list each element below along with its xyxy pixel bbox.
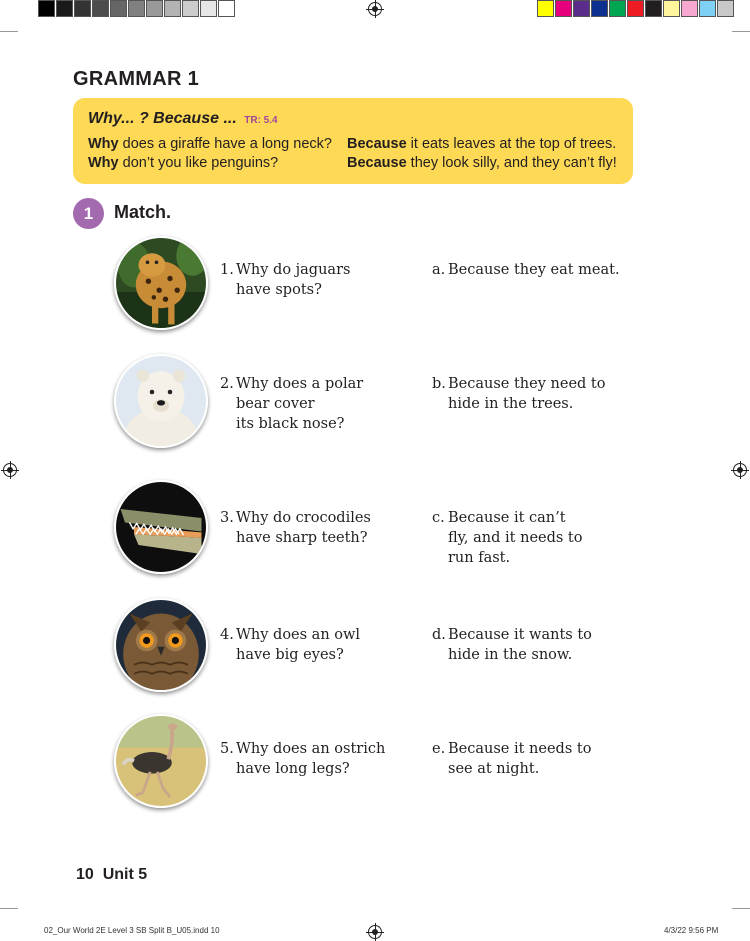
registration-mark-bottom — [368, 925, 382, 939]
answer-b: b. Because they need to hide in the trees. — [432, 376, 606, 412]
grammar-pattern: Why... ? Because ... — [88, 110, 237, 127]
exercise-number-badge: 1 — [73, 198, 104, 229]
color-swatch — [537, 0, 554, 17]
crop-mark — [732, 31, 750, 32]
color-swatch — [573, 0, 590, 17]
example-question-1: Why does a giraffe have a long neck? — [88, 136, 332, 152]
question-5: 5. Why does an ostrich have long legs? — [220, 741, 386, 777]
owl-photo — [114, 598, 208, 692]
crocodile-photo — [114, 480, 208, 574]
example-answer-1: Because it eats leaves at the top of trees. — [347, 136, 617, 152]
gray-swatch — [128, 0, 145, 17]
gray-swatch — [146, 0, 163, 17]
color-swatch — [645, 0, 662, 17]
answer-d: d. Because it wants to hide in the snow. — [432, 627, 592, 663]
grammar-box-title — [88, 110, 633, 128]
color-swatch — [627, 0, 644, 17]
grayscale-color-bar — [38, 0, 236, 17]
gray-swatch — [164, 0, 181, 17]
gray-swatch — [218, 0, 235, 17]
crop-mark — [0, 31, 18, 32]
registration-mark-left — [3, 463, 17, 477]
gray-swatch — [92, 0, 109, 17]
gray-swatch — [38, 0, 55, 17]
answer-c: c. Because it can’t fly, and it needs to run fast. — [432, 510, 583, 566]
gray-swatch — [56, 0, 73, 17]
crop-mark — [732, 908, 750, 909]
color-swatch — [663, 0, 680, 17]
ostrich-photo — [114, 714, 208, 808]
answer-a: a. Because they eat meat. — [432, 262, 620, 278]
color-swatch — [555, 0, 572, 17]
question-3: 3. Why do crocodiles have sharp teeth? — [220, 510, 371, 546]
gray-swatch — [200, 0, 217, 17]
exercise-instruction: Match. — [114, 202, 172, 222]
page-footer — [76, 866, 147, 884]
registration-mark-right — [733, 463, 747, 477]
jaguar-photo — [114, 236, 208, 330]
gray-swatch — [182, 0, 199, 17]
polar-bear-photo — [114, 354, 208, 448]
audio-track-label: TR: 5.4 — [244, 115, 278, 126]
color-swatch — [717, 0, 734, 17]
page-number: 10 — [76, 866, 94, 883]
question-4: 4. Why does an owl have big eyes? — [220, 627, 361, 663]
color-swatch — [591, 0, 608, 17]
example-answer-2: Because they look silly, and they can’t fly! — [347, 155, 617, 171]
cmyk-color-bar — [537, 0, 735, 17]
example-question-2: Why don’t you like penguins? — [88, 155, 279, 171]
crop-mark — [0, 908, 18, 909]
color-swatch — [681, 0, 698, 17]
section-title: GRAMMAR 1 — [73, 68, 200, 90]
unit-label: Unit 5 — [102, 866, 148, 883]
question-2: 2. Why does a polar bear cover its black nose? — [220, 376, 364, 432]
color-swatch — [699, 0, 716, 17]
file-slug: 02_Our World 2E Level 3 SB Split B_U05.indd 10 — [44, 926, 220, 935]
gray-swatch — [110, 0, 127, 17]
gray-swatch — [74, 0, 91, 17]
date-slug: 4/3/22 9:56 PM — [664, 926, 719, 935]
registration-mark-top — [368, 2, 382, 16]
color-swatch — [609, 0, 626, 17]
question-1: 1. Why do jaguars have spots? — [220, 262, 351, 298]
answer-e: e. Because it needs to see at night. — [432, 741, 592, 777]
grammar-box — [73, 98, 633, 184]
